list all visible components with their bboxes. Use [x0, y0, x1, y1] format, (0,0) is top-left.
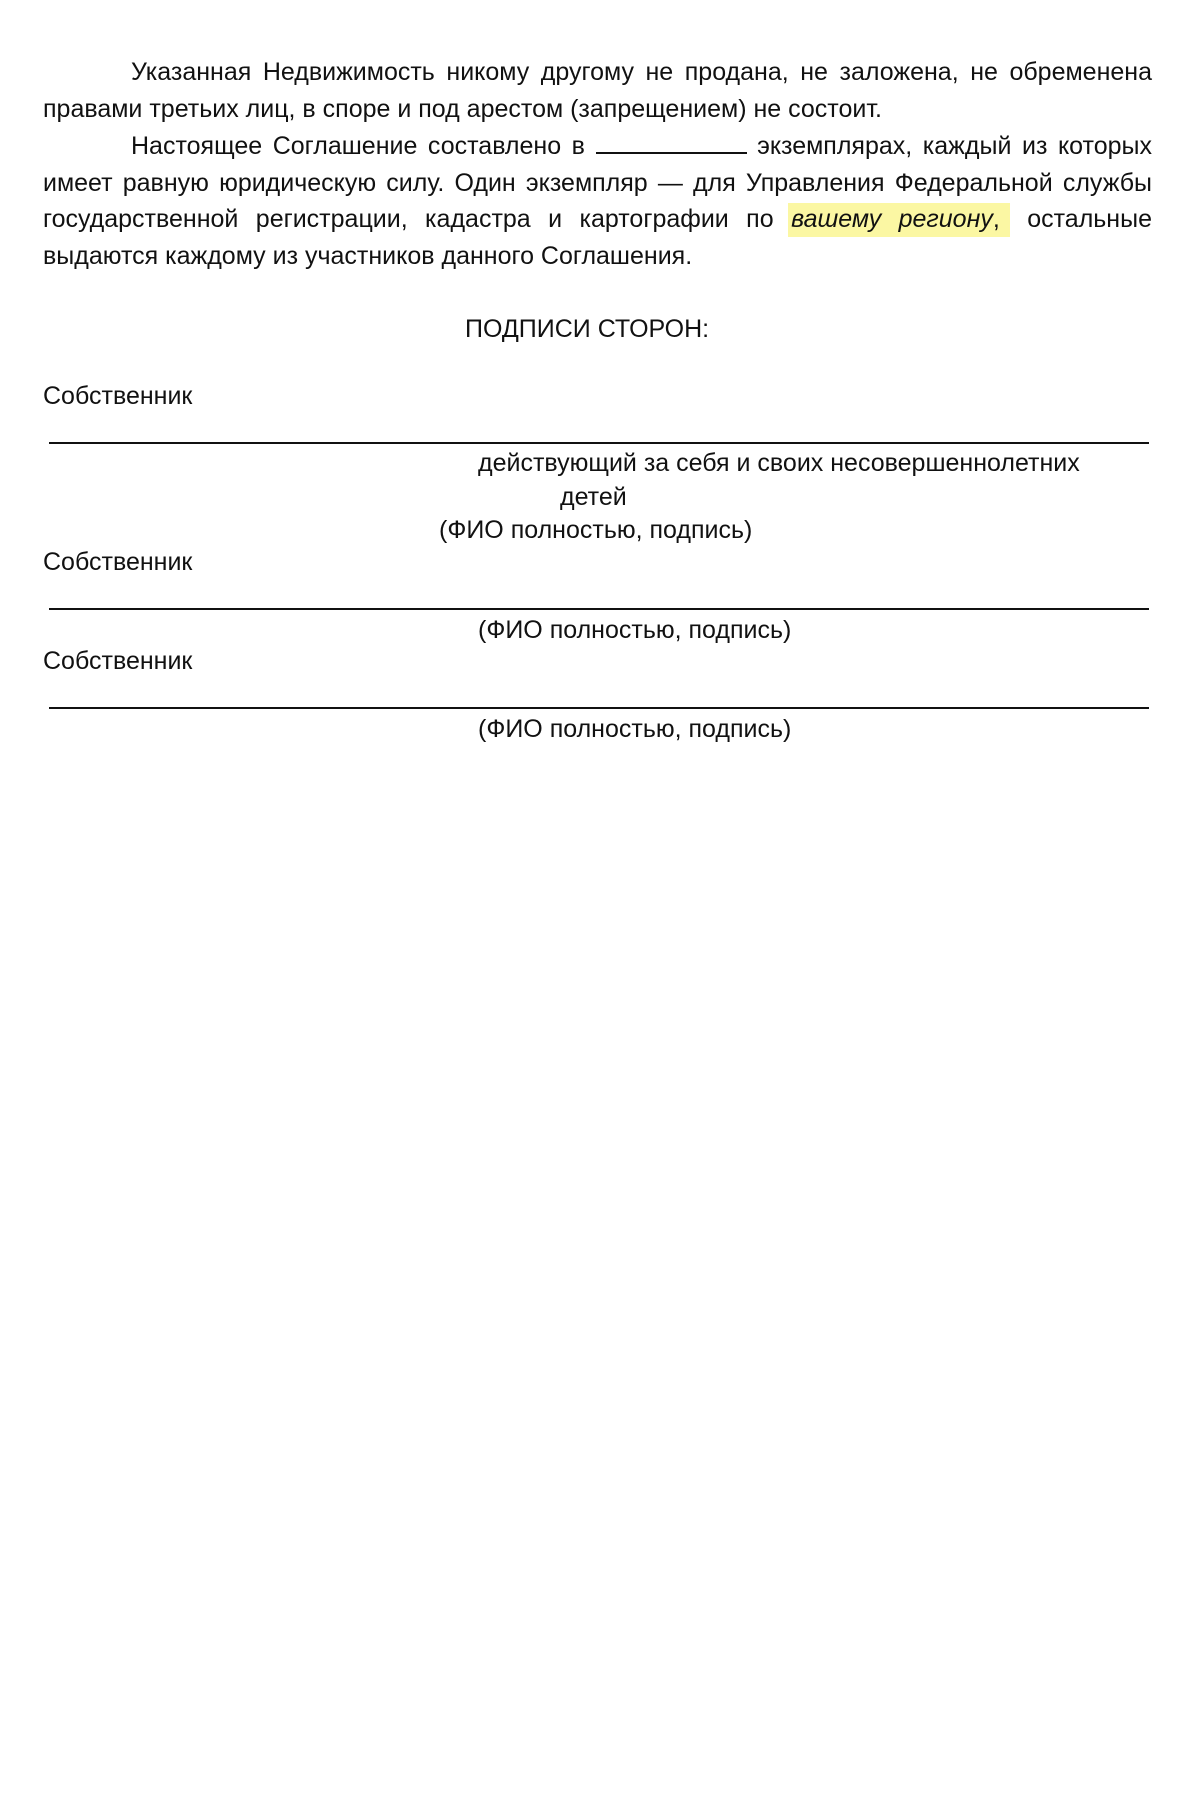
signatures-heading: ПОДПИСИ СТОРОН: [465, 315, 710, 343]
paragraph-copies-part1: Настоящее Соглашение составлено в [131, 132, 585, 160]
paragraph-property-status: Указанная Недвижимость никому другому не продана, не заложена, не обременена правами третьих лиц, в споре и под арестом (запрещением) не состоит. [43, 58, 1152, 123]
owner1-signature-line[interactable] [49, 442, 1149, 444]
owner1-note-line2: детей [560, 483, 627, 511]
owner3-signature-line[interactable] [49, 707, 1149, 709]
copies-count-blank[interactable] [596, 130, 747, 154]
owner1-note-line1: действующий за себя и своих несовершеннолетних [478, 449, 1080, 477]
paragraph-copies-part2: экземплярах, каждый из которых имеет равную юридическую силу. Один экземпляр — для Управления Федеральной службы государственной регистрации, кадастра и картографии по [43, 132, 1152, 233]
region-highlight-comma: , [992, 205, 1000, 233]
owner2-caption: (ФИО полностью, подпись) [478, 616, 792, 644]
owner3-label: Собственник [43, 647, 193, 675]
region-highlight [788, 203, 1010, 237]
paragraph-copies-part3: остальные выдаются каждому из участников данного Соглашения. [43, 205, 1152, 270]
owner2-label: Собственник [43, 548, 193, 576]
owner2-signature-line[interactable] [49, 608, 1149, 610]
paragraph-copies [43, 128, 1152, 274]
owner1-label: Собственник [43, 382, 193, 410]
owner1-caption: (ФИО полностью, подпись) [439, 516, 753, 544]
owner3-caption: (ФИО полностью, подпись) [478, 715, 792, 743]
region-placeholder: вашему региону [791, 205, 993, 233]
